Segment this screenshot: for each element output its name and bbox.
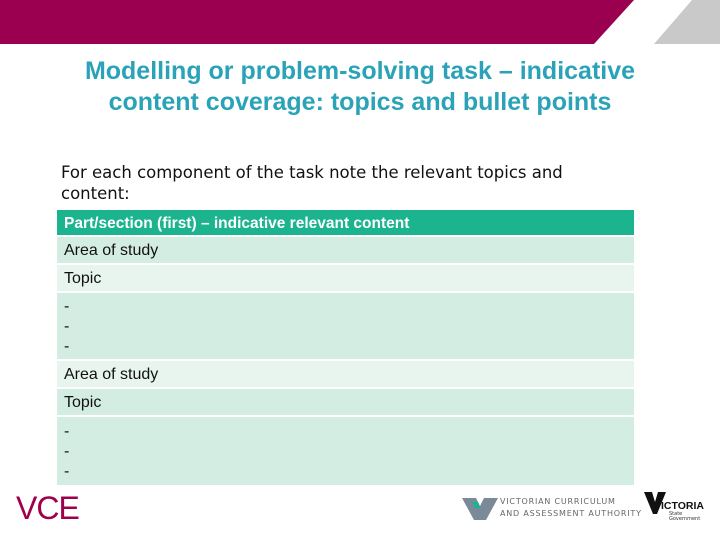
intro-text: For each component of the task note the relevant topics and content: — [61, 163, 563, 203]
table-row-topic: Topic — [57, 265, 634, 293]
bullet-dash: - — [64, 443, 70, 460]
vcaa-text-line2: AND ASSESSMENT AUTHORITY — [500, 509, 642, 518]
vcaa-emblem-icon — [462, 494, 498, 524]
bullet-dash: - — [64, 423, 70, 440]
slide-title: Modelling or problem-solving task – indicative content coverage: topics and bullet points — [84, 57, 636, 116]
content-table — [57, 210, 634, 487]
top-banner — [0, 0, 720, 44]
victoria-wordmark: VICTORIA — [654, 500, 704, 512]
table-row-bullets — [57, 293, 634, 361]
bullet-dash: - — [64, 318, 70, 335]
bullet-dash: - — [64, 463, 70, 480]
vce-logo: VCE — [16, 490, 79, 526]
table-header: Part/section (first) – indicative relevant content — [57, 210, 634, 237]
victoria-logo — [644, 490, 714, 526]
bullet-dash: - — [64, 338, 70, 355]
table-row-area-of-study: Area of study — [57, 361, 634, 389]
table-row-area-of-study: Area of study — [57, 237, 634, 265]
vcaa-text-line1: VICTORIAN CURRICULUM — [500, 497, 616, 506]
vcaa-logo — [462, 494, 642, 524]
table-row-bullets — [57, 417, 634, 487]
table-row-topic: Topic — [57, 389, 634, 417]
victoria-sub-line1: State — [669, 511, 683, 517]
bullet-dash: - — [64, 298, 70, 315]
victoria-sub-line2: Government — [669, 516, 701, 522]
